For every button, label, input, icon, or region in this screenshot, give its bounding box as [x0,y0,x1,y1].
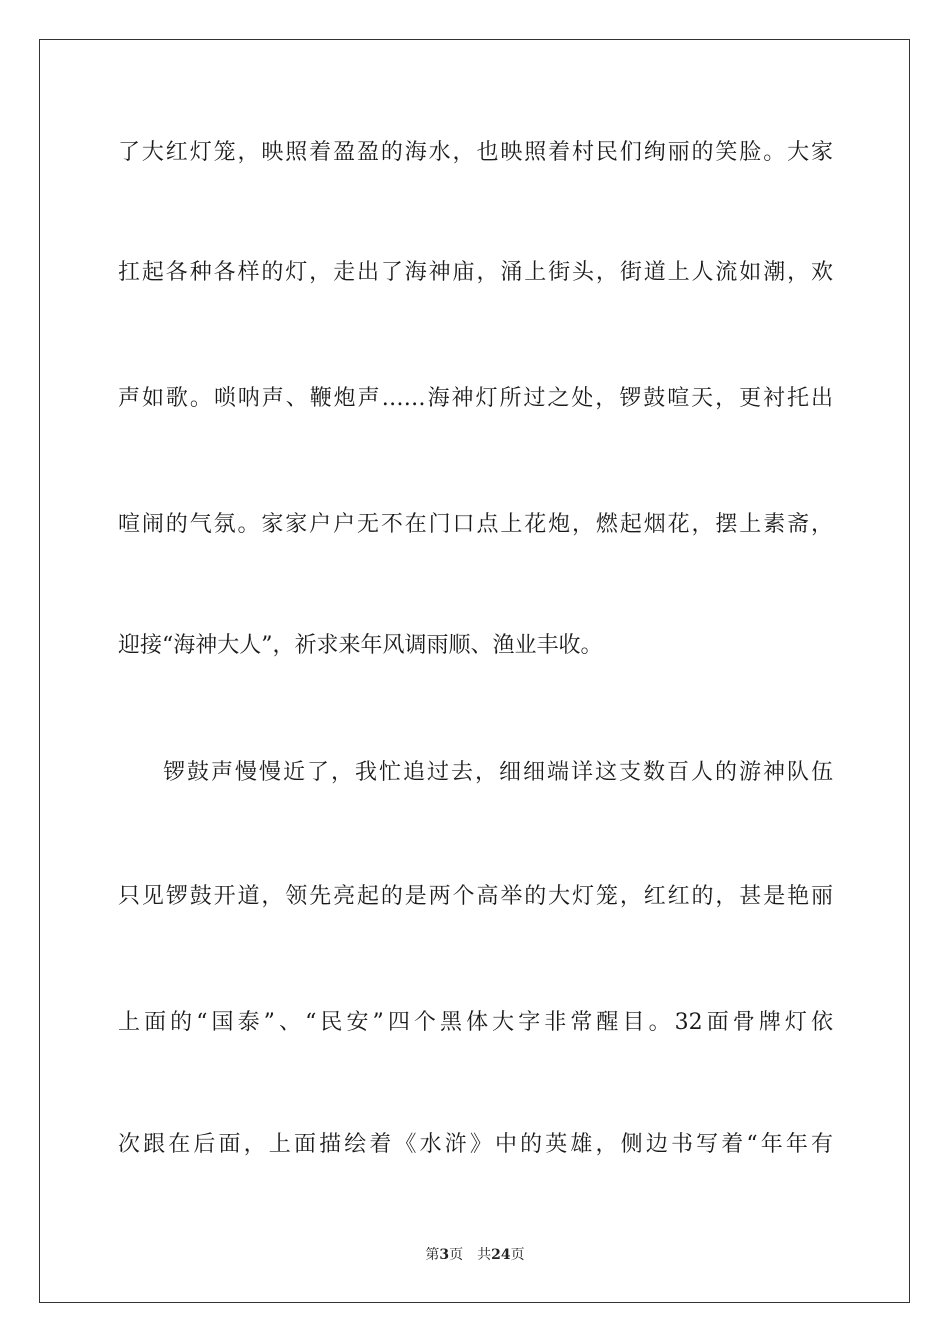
page-prefix: 第 [425,1247,440,1263]
page-number: 3 [439,1247,450,1263]
text-line-7: 只见锣鼓开道，领先亮起的是两个高举的大灯笼，红红的，甚是艳丽 [118,884,833,909]
total-pages: 24 [491,1247,511,1263]
text-line-9: 次跟在后面，上面描绘着《水浒》中的英雄，侧边书写着“年年有 [118,1132,833,1157]
text-line-2: 扛起各种各样的灯，走出了海神庙，涌上街头，街道上人流如潮，欢 [118,260,833,285]
text-line-3: 声如歌。唢呐声、鞭炮声……海神灯所过之处，锣鼓喧天，更衬托出 [118,386,833,411]
text-line-1: 了大红灯笼，映照着盈盈的海水，也映照着村民们绚丽的笑脸。大家 [118,140,833,165]
text-line-6: 锣鼓声慢慢近了，我忙追过去，细细端详这支数百人的游神队伍 [163,760,833,785]
text-line-4: 喧闹的气氛。家家户户无不在门口点上花炮，燃起烟花，摆上素斋， [118,512,833,537]
text-line-8: 上面的“国泰”、“民安”四个黑体大字非常醒目。32面骨牌灯依 [118,1010,833,1035]
page-border [39,39,910,1303]
page-suffix: 页 [449,1247,464,1263]
total-prefix: 共 [477,1247,492,1263]
total-suffix: 页 [510,1247,525,1263]
text-line-5: 迎接“海神大人”，祈求来年风调雨顺、渔业丰收。 [118,633,603,658]
page-footer [0,1245,950,1265]
